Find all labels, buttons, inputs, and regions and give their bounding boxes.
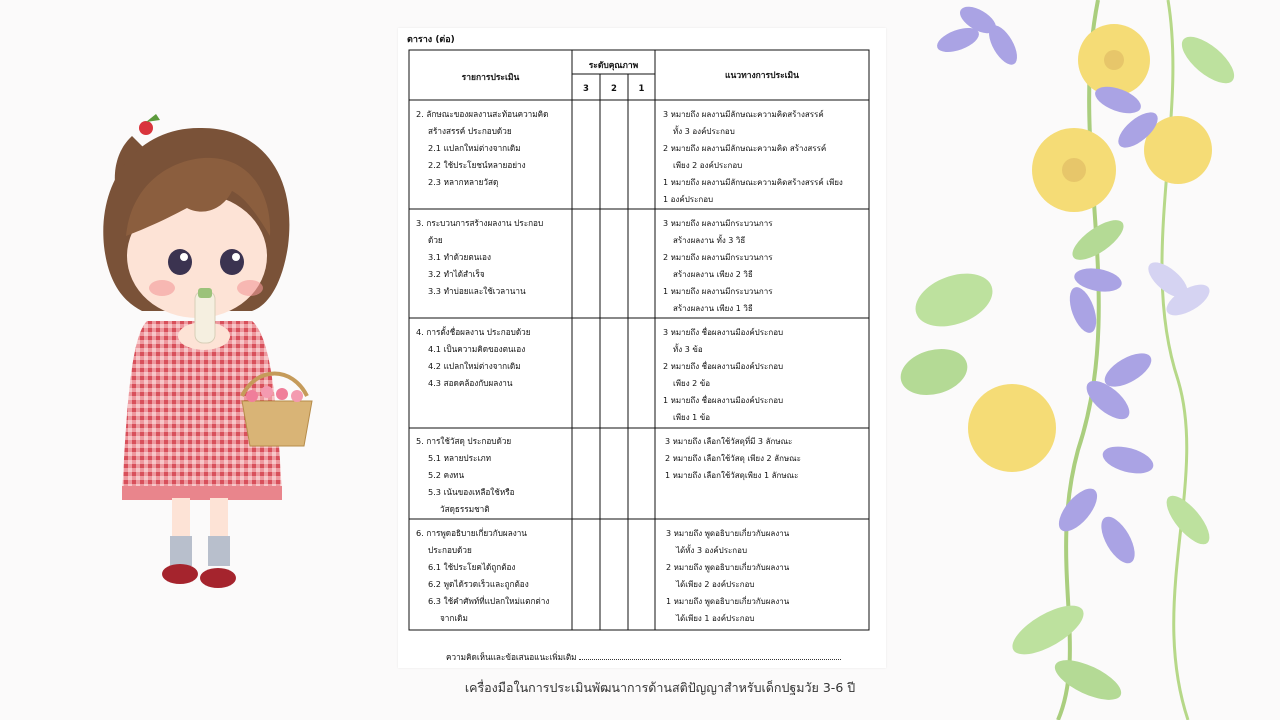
criteria-line: 1 หมายถึง ผลงานมีลักษณะความคิดสร้างสรรค์ เพียง: [663, 178, 843, 187]
item-line: 6.1 ใช้ประโยคได้ถูกต้อง: [428, 562, 516, 572]
comment-line: [446, 651, 841, 664]
criteria-line: ทั้ง 3 ข้อ: [673, 345, 703, 354]
criteria-line: 2 หมายถึง ชื่อผลงานมีองค์ประกอบ: [663, 362, 784, 371]
item-line: 6. การพูดอธิบายเกี่ยวกับผลงาน: [416, 528, 527, 538]
header-level-2: 2: [611, 84, 617, 94]
header-quality: ระดับคุณภาพ: [588, 61, 639, 71]
item-cell-row-3: [416, 215, 543, 300]
item-line: ประกอบด้วย: [428, 545, 472, 555]
criteria-line: ได้ทั้ง 3 องค์ประกอบ: [676, 546, 748, 555]
comment-label: ความคิดเห็นและข้อเสนอแนะเพิ่มเติม: [446, 652, 577, 662]
item-line: 4.3 สอดคล้องกับผลงาน: [428, 378, 513, 388]
criteria-line: 2 หมายถึง พูดอธิบายเกี่ยวกับผลงาน: [666, 563, 790, 572]
item-line: 5.2 คงทน: [428, 470, 465, 480]
item-line: 2.3 หลากหลายวัสดุ: [428, 177, 499, 187]
item-line: สร้างสรรค์ ประกอบด้วย: [428, 126, 512, 136]
criteria-cell-row-6: [666, 525, 789, 627]
item-line: 6.3 ใช้คำศัพท์ที่แปลกใหม่แตกต่าง: [428, 596, 550, 606]
header-guide: แนวทางการประเมิน: [725, 71, 799, 81]
criteria-line: 2 หมายถึง เลือกใช้วัสดุ เพียง 2 ลักษณะ: [665, 454, 801, 463]
header-item: รายการประเมิน: [461, 73, 520, 83]
item-line: วัสดุธรรมชาติ: [440, 504, 490, 514]
assessment-document: [398, 28, 886, 668]
item-line: 3. กระบวนการสร้างผลงาน ประกอบ: [416, 218, 544, 228]
criteria-line: เพียง 2 องค์ประกอบ: [673, 161, 743, 170]
criteria-line: 2 หมายถึง ผลงานมีกระบวนการ: [663, 253, 773, 262]
header-level-1: 1: [638, 84, 645, 94]
item-line: 3.2 ทำได้สำเร็จ: [428, 269, 485, 279]
criteria-line: สร้างผลงาน ทั้ง 3 วิธี: [673, 236, 746, 245]
item-cell-row-6: [416, 525, 549, 627]
item-cell-row-4: [416, 324, 531, 392]
item-line: 2. ลักษณะของผลงานสะท้อนความคิด: [416, 109, 549, 119]
item-cell-row-5: [416, 433, 515, 518]
criteria-line: 1 หมายถึง ชื่อผลงานมีองค์ประกอบ: [663, 396, 784, 405]
item-line: 4.1 เป็นความคิดของตนเอง: [428, 344, 526, 354]
table-caption: ตาราง (ต่อ): [407, 35, 455, 45]
criteria-line: สร้างผลงาน เพียง 2 วิธี: [673, 270, 753, 279]
item-line: จากเดิม: [440, 613, 468, 623]
criteria-line: ทั้ง 3 องค์ประกอบ: [673, 127, 735, 136]
item-line: 2.2 ใช้ประโยชน์หลายอย่าง: [428, 160, 526, 170]
criteria-line: 3 หมายถึง ชื่อผลงานมีองค์ประกอบ: [663, 328, 784, 337]
criteria-line: 1 องค์ประกอบ: [663, 195, 714, 204]
criteria-line: 1 หมายถึง พูดอธิบายเกี่ยวกับผลงาน: [666, 597, 790, 606]
girl-illustration: [92, 96, 332, 608]
flower-border-illustration: [888, 0, 1280, 720]
slide-caption: เครื่องมือในการประเมินพัฒนาการด้านสติปัญญาสำหรับเด็กปฐมวัย 3-6 ปี: [464, 680, 856, 695]
criteria-line: ได้เพียง 1 องค์ประกอบ: [676, 614, 755, 623]
criteria-line: เพียง 1 ข้อ: [673, 413, 711, 422]
criteria-line: ได้เพียง 2 องค์ประกอบ: [676, 580, 755, 589]
item-line: 4.2 แปลกใหม่ต่างจากเดิม: [428, 361, 521, 371]
criteria-line: 1 หมายถึง เลือกใช้วัสดุเพียง 1 ลักษณะ: [665, 471, 799, 480]
item-line: ด้วย: [428, 235, 443, 245]
criteria-line: เพียง 2 ข้อ: [673, 379, 711, 388]
criteria-cell-row-3: [663, 215, 773, 317]
criteria-line: 1 หมายถึง ผลงานมีกระบวนการ: [663, 287, 773, 296]
criteria-line: 2 หมายถึง ผลงานมีลักษณะความคิด สร้างสรรค์: [663, 144, 827, 153]
criteria-cell-row-5: [665, 433, 801, 484]
criteria-cell-row-2: [663, 106, 843, 208]
item-line: 5. การใช้วัสดุ ประกอบด้วย: [416, 436, 512, 446]
item-line: 3.3 ทำบ่อยและใช้เวลานาน: [428, 286, 526, 296]
criteria-line: 3 หมายถึง พูดอธิบายเกี่ยวกับผลงาน: [666, 529, 790, 538]
criteria-line: 3 หมายถึง เลือกใช้วัสดุที่มี 3 ลักษณะ: [665, 437, 793, 446]
item-line: 5.1 หลายประเภท: [428, 453, 492, 463]
item-line: 6.2 พูดได้รวดเร็วและถูกต้อง: [428, 579, 529, 589]
comment-dots: [579, 659, 841, 660]
header-level-3: 3: [583, 84, 589, 94]
criteria-line: 3 หมายถึง ผลงานมีลักษณะความคิดสร้างสรรค์: [663, 110, 824, 119]
item-line: 3.1 ทำด้วยตนเอง: [428, 252, 491, 262]
item-line: 4. การตั้งชื่อผลงาน ประกอบด้วย: [416, 327, 531, 337]
item-line: 2.1 แปลกใหม่ต่างจากเดิม: [428, 143, 521, 153]
item-line: 5.3 เน้นของเหลือใช้หรือ: [428, 487, 515, 497]
criteria-cell-row-4: [663, 324, 783, 426]
criteria-line: 3 หมายถึง ผลงานมีกระบวนการ: [663, 219, 773, 228]
criteria-line: สร้างผลงาน เพียง 1 วิธี: [673, 304, 753, 313]
item-cell-row-2: [416, 106, 548, 191]
